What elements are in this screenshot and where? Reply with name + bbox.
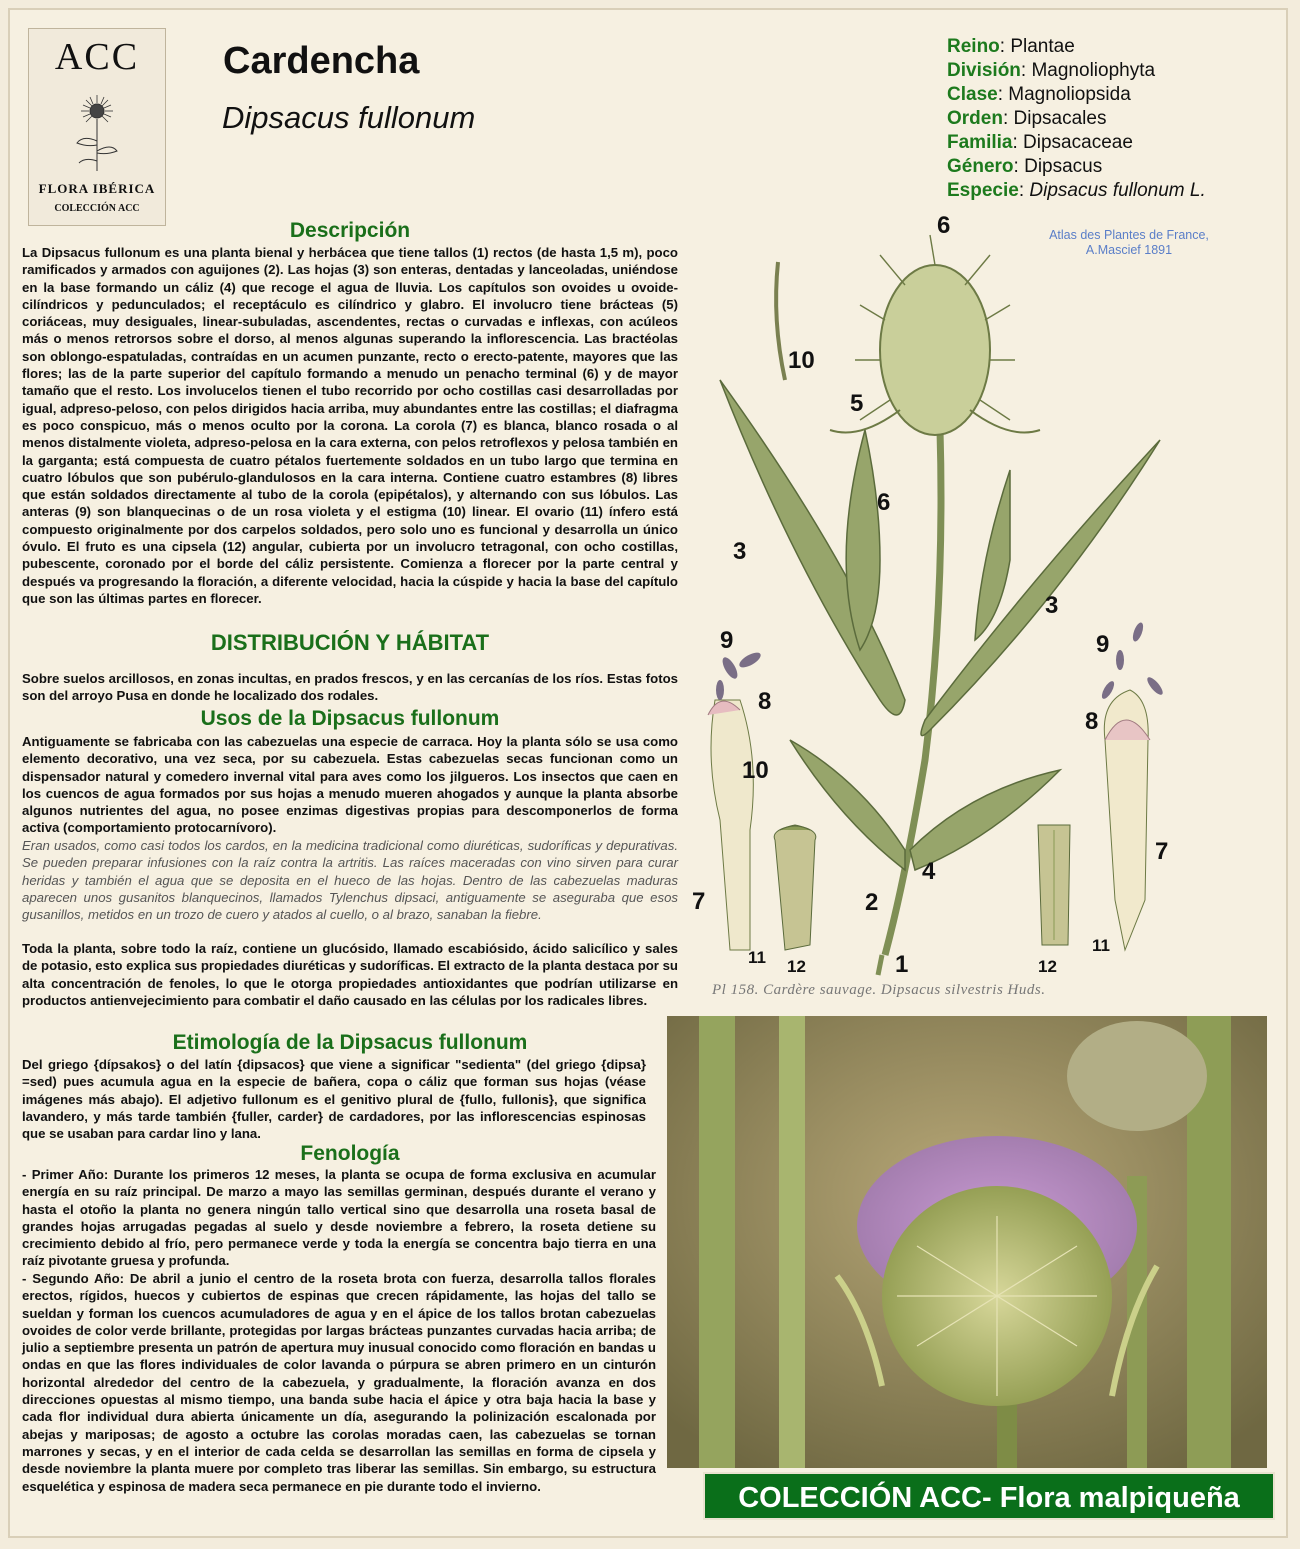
page-title: Cardencha: [223, 40, 420, 82]
taxonomy-key: Familia: [947, 132, 1013, 153]
teasel-photo-drawing: [667, 1016, 1267, 1468]
label-3-right: 3: [1045, 592, 1059, 619]
taxonomy-row: Género: Dipsacus: [947, 156, 1103, 177]
label-8-right: 8: [1085, 708, 1099, 735]
label-3-left: 3: [733, 538, 747, 565]
flower-detail-right: [1100, 621, 1169, 950]
collection-banner: COLECCIÓN ACC- Flora malpiqueña: [703, 1472, 1275, 1520]
label-11-right: 11: [1092, 936, 1110, 955]
teasel-photo: [667, 1016, 1267, 1468]
label-9-right: 9: [1096, 631, 1110, 658]
label-10-left: 10: [742, 757, 769, 784]
taxonomy-value: Dipsacales: [1013, 108, 1107, 129]
label-8-left: 8: [758, 688, 772, 715]
label-12-left: 12: [787, 957, 806, 976]
plate-caption: Pl 158. Cardère sauvage. Dipsacus silvestris Huds.: [712, 982, 1046, 998]
taxonomy-row: División: Magnoliophyta: [947, 60, 1156, 81]
phenology-text-2: - Segundo Año: De abril a junio el centro de la roseta brota con fuerza, desarrolla tallos florales erectos, rígidos, huecos y cubiertos de espinas que crecen rápidamente, las hojas del tallo se sueldan y forman los cuencos acumuladores de agua y en el ápice de los tallos brotan cabezuelas ovoides de color verde brillante, protegidas por largas brácteas punzantes curvadas hacia arriba; de julio a septiembre presenta un patrón de apertura muy inusual conocido como floración en bandas u ondas en que las flores individuales de color lavanda o púrpura se abren primero en un cinturón horizontal alrededor del centro de la cabezuela, y gradualmente, la floración avanza en dos direcciones opuestas al mismo tiempo, una banda sube hacia el ápice y otra baja hacia la base y cada flor individual dura abierta únicamente un día, asegurando la polinización escalonada por abejas y mariposas; de agosto a octubre las corolas moradas caen, las cabezuelas se tornan marrones y secas, y en el interior de cada celda se desarrollan las semillas en forma de cipsela y desde noviembre la planta muere por completo tras liberar las semillas. Sin embargo, su estructura esquelética y espinosa de madera seca permanece en pie durante todo el invierno.: [22, 1271, 656, 1494]
heading-usos: Usos de la Dipsacus fullonum: [200, 707, 500, 730]
taxonomy-value: Plantae: [1010, 36, 1075, 57]
label-7-right: 7: [1155, 838, 1169, 865]
heading-descripcion: Descripción: [289, 219, 411, 242]
taxonomy-key: División: [947, 60, 1021, 81]
acc-logo: [28, 28, 166, 226]
taxonomy-value: Dipsacus: [1024, 156, 1103, 177]
label-1: 1: [895, 951, 909, 978]
taxonomy-key: Género: [947, 156, 1014, 177]
atlas-credit-line: Atlas des Plantes de France,: [1049, 228, 1209, 242]
taxonomy-row: Especie: Dipsacus fullonum L.: [947, 180, 1206, 201]
taxonomy-row: Clase: Magnoliopsida: [947, 84, 1131, 105]
fruit-detail-left: [774, 825, 816, 950]
label-7-left: 7: [692, 888, 706, 915]
label-2: 2: [865, 889, 879, 916]
heading-distribucion: DISTRIBUCIÓN Y HÁBITAT: [210, 630, 490, 655]
taxonomy-key: Reino: [947, 36, 1000, 57]
label-12-right: 12: [1038, 957, 1057, 976]
taxonomy-key: Clase: [947, 84, 998, 105]
logo-acc-text: ACC: [54, 36, 140, 78]
heading-etimologia: Etimología de la Dipsacus fullonum: [172, 1031, 528, 1054]
label-6-top: 6: [937, 212, 951, 239]
heading-fenologia: Fenología: [300, 1142, 400, 1165]
description-text: La Dipsacus fullonum es una planta bienal y herbácea que tiene tallos (1) rectos (de hasta 1,5 m), poco ramificados y armados con aguijones (2). Las hojas (3) son enteras, dentadas y lanceoladas, uniéndose en la base formando un cáliz (4) que recoge el agua de lluvia. Los capítulos son ovoides u ovoide-cilíndricos y pedunculados; el receptáculo es cilíndrico y glabro. El involucro tiene brácteas (5) coriáceas, muy desiguales, linear-subuladas, ascendentes, rectas o curvadas e inflexas, con acúleos más o menos retrorsos sobre el dorso, al menos algunas superando la inflorescencia. Las bractéolas son oblongo-espatuladas, contraídas en un acumen punzante, recto o erecto-patente, mayores que las flores; las de la parte superior del capítulo formando a menudo un penacho terminal (6) y de mayor tamaño que el resto. Los involucelos tienen el tubo recorrido por ocho costillas casi desarrolladas por igual, adpreso-peloso, con pelos dirigidos hacia arriba, muy abundantes entre las costillas; el diafragma es poco conspicuo, más o menos oculto por la corona. La corola (7) es blanca, blanco rosada o al menos distalmente violeta, adpreso-pelosa en la cara externa, con pelos retroflexos y pelosa también en la garganta; está compuesta de cuatro pétalos fuertemente soldados en un tubo largo que termina en cuatro lóbulos que son pubérulo-glandulosos en la cara interna. Contiene cuatro estambres (8) libres que están soldados directamente al tubo de la corola (epipétalos), y alternando con sus lóbulos. Las anteras (9) son blanquecinas o de un rosa violeta y el estigma (10) linear. El ovario (11) ínfero está compuesto originalmente por dos carpelos soldados, pero solo uno es funcional y desarrolla un único óvulo. El fruto es una cipsela (12) angular, cubierta por un involucro tetragonal, con ocho costillas, pubescente, coronado por el borde del cáliz persistente. Comienza a florecer por la parte central y después va progresando la floración, a diferente velocidad, hacia la cúspide y hacia la base del capítulo que son las últimas partes en florecer.: [22, 245, 678, 606]
uses-text-1: Antiguamente se fabricaba con las cabezuelas una especie de carraca. Hoy la planta sólo se usa como elemento decorativo, una vez seca, por su cabezuela. Estas cabezuelas secas funcionan como un dispensador natural y comedero invernal vital para aves como los jilgueros. Los insectos que caen en los cuencos de agua formados por sus hojas a menudo mueren ahogados y aunque la planta absorbe algunos nutrientes del agua, no posee enzimas digestivas propias para descomponerlos de forma activa (comportamiento protocarnívoro).: [22, 734, 678, 836]
taxonomy-row: Orden: Dipsacales: [947, 108, 1107, 129]
taxonomy-value: Magnoliophyta: [1031, 60, 1156, 81]
taxonomy-row: Reino: Plantae: [947, 36, 1075, 57]
label-6-mid: 6: [877, 489, 891, 516]
taxonomy-value: Dipsacus fullonum L.: [1029, 180, 1206, 201]
flower-logo-icon: [29, 91, 165, 171]
flower-detail-left: [708, 650, 763, 950]
phenology-text-1: - Primer Año: Durante los primeros 12 meses, la planta se ocupa de forma exclusiva en acumular energía en su raíz principal. De marzo a mayo las semillas germinan, después durante el verano y hasta el otoño la planta no genera ningún tallo vertical sino que desarrolla una roseta basal de grandes hojas arrugadas pegadas al suelo y desde noviembre a febrero, la roseta detiene su crecimiento debido al frío, pero permanece verde y toda la energía se concentra bajo tierra en una raíz pivotante gruesa y profunda.: [22, 1167, 656, 1269]
scientific-name: Dipsacus fullonum: [222, 100, 476, 135]
taxonomy-value: Dipsacaceae: [1023, 132, 1133, 153]
taxonomy-key: Orden: [947, 108, 1003, 129]
label-4: 4: [922, 858, 936, 885]
distribution-text: Sobre suelos arcillosos, en zonas incultas, en prados frescos, y en las cercanías de los ríos. Estas fotos son del arroyo Pusa en donde he localizado dos rodales.: [22, 671, 678, 704]
logo-coleccion-text: COLECCIÓN ACC: [54, 203, 140, 214]
label-9-left: 9: [720, 627, 734, 654]
logo-flora-text: FLORA IBÉRICA: [38, 181, 156, 196]
fruit-detail-right: [1038, 825, 1070, 945]
label-5: 5: [850, 390, 864, 417]
label-11-left: 11: [748, 948, 766, 967]
uses-text-2: Eran usados, como casi todos los cardos, en la medicina tradicional como diuréticas, sudoríficas y depurativas. Se pueden preparar infusiones con la raíz contra la artritis. Las raíces maceradas con vino sirven para curar heridas y también el agua que se deposita en el hueco de las hojas. Dentro de las cabezuelas maduras aparecen unos gusanitos blanquecinos, llamados Tylenchus dipsaci, antiguamente se aseguraba que esos gusanillos, metidos en un trozo de cuero y atados al cuello, o al brazo, sanaban la fiebre.: [22, 838, 678, 923]
atlas-credit-line: A.Mascief 1891: [1085, 243, 1173, 257]
uses-text-3: Toda la planta, sobre todo la raíz, contiene un glucósido, llamado escabiósido, ácido salicílico y sales de potasio, esto explica sus propiedades diuréticas y sudoríficas. El extracto de la planta destaca por su alta concentración de fenoles, lo que le otorga propiedades antioxidantes que podrían utilizarse en productos antienvejecimiento para combatir el daño causado en las células por los radicales libres.: [22, 941, 678, 1008]
label-10-stigma: 10: [788, 347, 815, 374]
taxonomy-key: Especie: [947, 180, 1019, 201]
taxonomy-row: Familia: Dipsacaceae: [947, 132, 1133, 153]
taxonomy-list: [947, 35, 1206, 203]
botanical-illustration: [690, 208, 1280, 1008]
etymology-text: Del griego {dípsakos} o del latín {dipsacos} que viene a significar "sedienta" (del griego {dipsa} =sed) pues acumula agua en la especie de bañera, copa o cáliz que forman sus hojas (véase imágenes más abajo). El adjetivo fullonum es el genitivo plural de {fullo, fullonis}, que significa lavandero, y más tarde también {fuller, carder} de cardadores, por las inflorescencias espinosas que se usaban para cardar lino y lana.: [22, 1057, 646, 1142]
taxonomy-value: Magnoliopsida: [1008, 84, 1131, 105]
